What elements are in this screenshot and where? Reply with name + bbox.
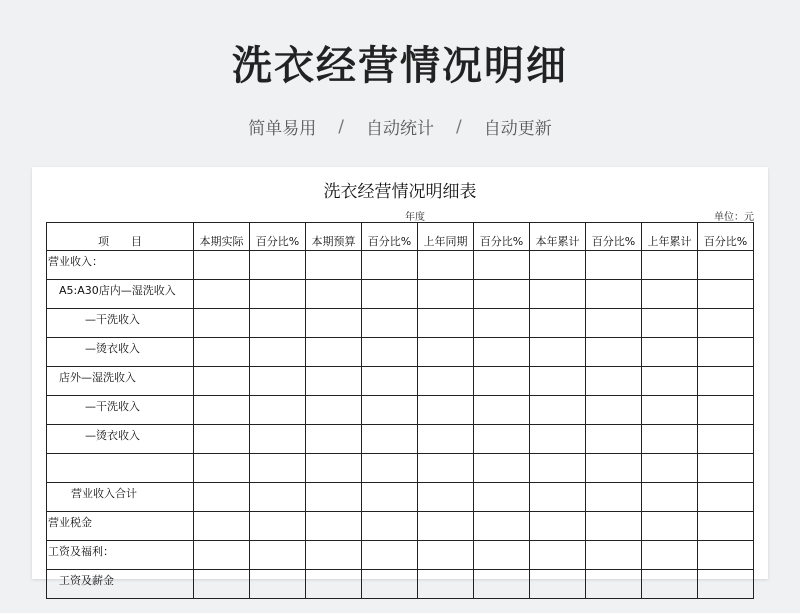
column-header: 上年累计: [642, 223, 698, 251]
row-label: —干洗收入: [47, 309, 194, 338]
column-header: 本年累计: [530, 223, 586, 251]
table-cell[interactable]: [362, 541, 418, 570]
table-cell[interactable]: [362, 425, 418, 454]
table-cell[interactable]: [306, 338, 362, 367]
sheet-title: 洗衣经营情况明细表: [323, 182, 477, 202]
table-cell[interactable]: [530, 338, 586, 367]
table-row: [47, 425, 754, 454]
table-cell[interactable]: [698, 483, 754, 512]
table-cell[interactable]: [642, 309, 698, 338]
table-cell[interactable]: [474, 396, 530, 425]
table-cell[interactable]: [418, 512, 474, 541]
table-cell[interactable]: [306, 280, 362, 309]
table-cell[interactable]: [698, 396, 754, 425]
table-cell[interactable]: [362, 454, 418, 483]
table-row: [47, 367, 754, 396]
table-cell[interactable]: [306, 454, 362, 483]
table-cell[interactable]: [250, 251, 306, 280]
table-cell[interactable]: [250, 309, 306, 338]
table-cell[interactable]: [642, 512, 698, 541]
table-cell[interactable]: [250, 483, 306, 512]
table-row: [47, 454, 754, 483]
table-cell[interactable]: [698, 338, 754, 367]
tag-separator: /: [338, 116, 344, 137]
table-cell[interactable]: [194, 309, 250, 338]
page-title: 洗衣经营情况明细: [232, 43, 568, 89]
table-cell[interactable]: [586, 338, 642, 367]
table-cell[interactable]: [474, 338, 530, 367]
table-cell[interactable]: [530, 454, 586, 483]
tag-auto-update: 自动更新: [483, 119, 552, 139]
table-cell[interactable]: [530, 570, 586, 599]
table-cell[interactable]: [530, 280, 586, 309]
table-cell[interactable]: [418, 338, 474, 367]
table-cell[interactable]: [530, 512, 586, 541]
row-label: 工资及福利：: [47, 541, 194, 570]
table-cell[interactable]: [642, 483, 698, 512]
table-row: [47, 251, 754, 280]
table-cell[interactable]: [194, 280, 250, 309]
table-cell[interactable]: [418, 309, 474, 338]
table-cell[interactable]: [642, 251, 698, 280]
row-label: 工资及薪金: [47, 570, 194, 599]
row-label: —烫衣收入: [47, 338, 194, 367]
table-cell[interactable]: [194, 570, 250, 599]
table-cell[interactable]: [474, 483, 530, 512]
table-cell[interactable]: [250, 541, 306, 570]
column-header: 本期预算: [306, 223, 362, 251]
table-row: [47, 280, 754, 309]
table-row: [47, 541, 754, 570]
table-cell[interactable]: [642, 541, 698, 570]
table-cell[interactable]: [530, 483, 586, 512]
table-cell[interactable]: [306, 251, 362, 280]
table-cell[interactable]: [418, 570, 474, 599]
table-cell[interactable]: [362, 251, 418, 280]
table-cell[interactable]: [530, 396, 586, 425]
table-cell[interactable]: [642, 454, 698, 483]
table-cell[interactable]: [586, 483, 642, 512]
table-cell[interactable]: [362, 338, 418, 367]
table-cell[interactable]: [306, 483, 362, 512]
table-cell[interactable]: [250, 512, 306, 541]
table-cell[interactable]: [642, 367, 698, 396]
table-cell[interactable]: [586, 541, 642, 570]
table-cell[interactable]: [642, 280, 698, 309]
table-cell[interactable]: [474, 309, 530, 338]
table-cell[interactable]: [250, 367, 306, 396]
column-header: 百分比%: [586, 223, 642, 251]
table-cell[interactable]: [306, 367, 362, 396]
table-cell[interactable]: [306, 396, 362, 425]
table-cell[interactable]: [642, 425, 698, 454]
table-cell[interactable]: [586, 367, 642, 396]
column-header: 百分比%: [362, 223, 418, 251]
table-cell[interactable]: [474, 570, 530, 599]
table-cell[interactable]: [474, 541, 530, 570]
table-cell[interactable]: [474, 425, 530, 454]
table-cell[interactable]: [530, 541, 586, 570]
table-cell[interactable]: [194, 425, 250, 454]
table-cell[interactable]: [362, 367, 418, 396]
table-cell[interactable]: [362, 570, 418, 599]
table-cell[interactable]: [362, 512, 418, 541]
table-cell[interactable]: [698, 280, 754, 309]
table-cell[interactable]: [642, 570, 698, 599]
table-cell[interactable]: [418, 280, 474, 309]
column-header: 本期实际: [194, 223, 250, 251]
tag-auto-stats: 自动统计: [366, 119, 434, 139]
table-cell[interactable]: [642, 338, 698, 367]
column-header: 百分比%: [250, 223, 306, 251]
table-cell[interactable]: [250, 454, 306, 483]
table-cell[interactable]: [194, 251, 250, 280]
table-cell[interactable]: [642, 396, 698, 425]
table-cell[interactable]: [698, 309, 754, 338]
table-cell[interactable]: [698, 425, 754, 454]
table-cell[interactable]: [698, 454, 754, 483]
table-cell[interactable]: [418, 454, 474, 483]
table-cell[interactable]: [250, 396, 306, 425]
table-cell[interactable]: [250, 570, 306, 599]
row-label: —烫衣收入: [47, 425, 194, 454]
unit-label: 单位：元: [714, 212, 754, 223]
table-cell[interactable]: [194, 367, 250, 396]
table-cell[interactable]: [194, 512, 250, 541]
column-header: 百分比%: [474, 223, 530, 251]
column-header-item: 项 目: [47, 223, 194, 251]
table-cell[interactable]: [362, 396, 418, 425]
table-cell[interactable]: [474, 280, 530, 309]
table-cell[interactable]: [306, 570, 362, 599]
table-cell[interactable]: [306, 512, 362, 541]
table-cell[interactable]: [418, 541, 474, 570]
year-label: 年度: [405, 212, 425, 223]
row-label: 营业收入：: [47, 251, 194, 280]
table-cell[interactable]: [194, 338, 250, 367]
table-cell[interactable]: [586, 512, 642, 541]
table-cell[interactable]: [362, 280, 418, 309]
table-cell[interactable]: [418, 367, 474, 396]
table-cell[interactable]: [698, 367, 754, 396]
table-cell[interactable]: [418, 396, 474, 425]
row-label: [47, 454, 194, 483]
table-cell[interactable]: [418, 251, 474, 280]
row-label: 营业税金: [47, 512, 194, 541]
table-row: [47, 483, 754, 512]
table-cell[interactable]: [698, 251, 754, 280]
table-row: [47, 512, 754, 541]
table-row: [47, 396, 754, 425]
table-row: [47, 570, 754, 599]
row-label: 店外—湿洗收入: [47, 367, 194, 396]
table-cell[interactable]: [586, 309, 642, 338]
row-label: A5:A30店内—湿洗收入: [47, 280, 194, 309]
table-cell[interactable]: [194, 541, 250, 570]
table-cell[interactable]: [418, 425, 474, 454]
table-cell[interactable]: [530, 367, 586, 396]
table-cell[interactable]: [250, 425, 306, 454]
table-cell[interactable]: [530, 425, 586, 454]
table-cell[interactable]: [418, 483, 474, 512]
table-cell[interactable]: [362, 309, 418, 338]
table-row: [47, 338, 754, 367]
table-cell[interactable]: [586, 280, 642, 309]
table-cell[interactable]: [474, 251, 530, 280]
table-cell[interactable]: [474, 367, 530, 396]
table-cell[interactable]: [586, 396, 642, 425]
table-row: [47, 309, 754, 338]
table-cell[interactable]: [698, 570, 754, 599]
table-cell[interactable]: [698, 541, 754, 570]
table-cell[interactable]: [586, 251, 642, 280]
table-cell[interactable]: [474, 454, 530, 483]
column-header: 上年同期: [418, 223, 474, 251]
table-cell[interactable]: [362, 483, 418, 512]
table-cell[interactable]: [194, 483, 250, 512]
table-cell[interactable]: [530, 309, 586, 338]
table-cell[interactable]: [698, 512, 754, 541]
detail-table: [46, 222, 754, 599]
table-cell[interactable]: [530, 251, 586, 280]
tag-separator: /: [456, 116, 462, 137]
table-cell[interactable]: [586, 454, 642, 483]
table-cell[interactable]: [306, 425, 362, 454]
table-cell[interactable]: [194, 396, 250, 425]
table-cell[interactable]: [586, 425, 642, 454]
table-cell[interactable]: [306, 541, 362, 570]
table-cell[interactable]: [474, 512, 530, 541]
row-label: —干洗收入: [47, 396, 194, 425]
table-cell[interactable]: [250, 338, 306, 367]
row-label: 营业收入合计: [47, 483, 194, 512]
table-cell[interactable]: [250, 280, 306, 309]
spreadsheet-preview: [32, 167, 768, 587]
table-cell[interactable]: [194, 454, 250, 483]
table-cell[interactable]: [586, 570, 642, 599]
tag-easy: 简单易用: [248, 119, 317, 139]
column-header: 百分比%: [698, 223, 754, 251]
feature-tags: [0, 114, 800, 139]
table-header-row: [47, 223, 754, 251]
table-cell[interactable]: [306, 309, 362, 338]
